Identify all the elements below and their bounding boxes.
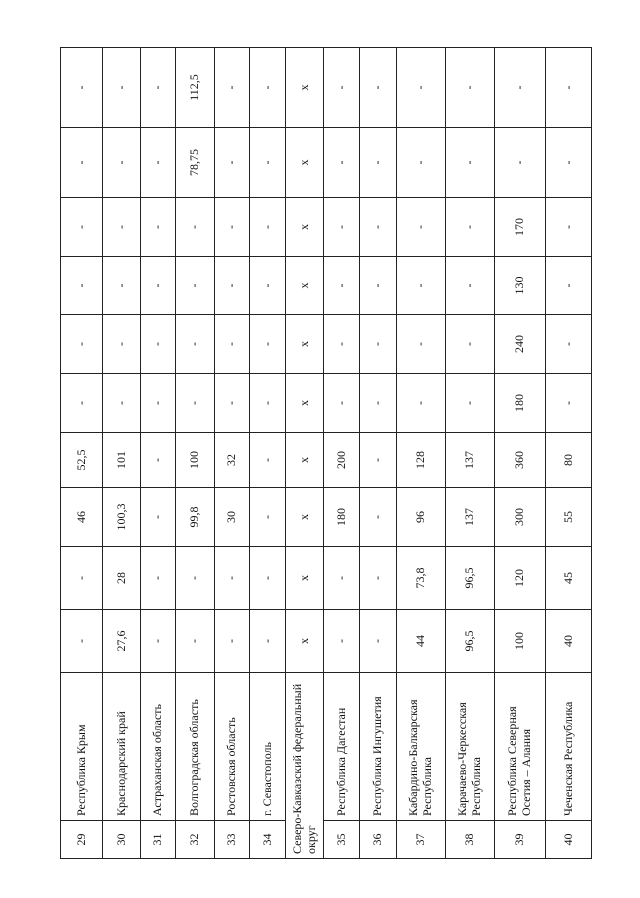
region-name: г. Севастополь [250, 673, 286, 821]
value-cell: - [61, 198, 103, 257]
row-number: 33 [215, 821, 250, 859]
value-cell: 27,6 [103, 610, 141, 673]
value-cell: - [176, 547, 215, 610]
value-cell: x [286, 257, 324, 315]
value-cell: - [103, 315, 141, 374]
value-cell: 73,8 [397, 547, 446, 610]
value-cell: - [360, 547, 397, 610]
value-cell: - [215, 610, 250, 673]
value-cell: 180 [324, 488, 360, 547]
data-table [60, 47, 592, 859]
value-cell: - [141, 315, 176, 374]
table-row [446, 48, 495, 859]
value-cell: - [141, 257, 176, 315]
value-cell: - [61, 128, 103, 198]
value-cell: - [324, 128, 360, 198]
region-name: Кабардино-Балкарская Республика [397, 673, 446, 821]
value-cell: - [446, 315, 495, 374]
value-cell: - [546, 198, 592, 257]
value-cell: 170 [495, 198, 546, 257]
row-number: 37 [397, 821, 446, 859]
value-cell: - [495, 128, 546, 198]
table-row [103, 48, 141, 859]
value-cell: - [215, 315, 250, 374]
region-name: Карачаево-Черкесская Республика [446, 673, 495, 821]
value-cell: 80 [546, 433, 592, 488]
value-cell: - [397, 257, 446, 315]
region-name: Краснодарский край [103, 673, 141, 821]
value-cell: - [141, 547, 176, 610]
value-cell: - [324, 315, 360, 374]
district-name: Северо-Кавказский федеральный округ [286, 673, 324, 859]
region-name: Республика Крым [61, 673, 103, 821]
value-cell: - [446, 48, 495, 128]
value-cell: - [176, 198, 215, 257]
row-number: 36 [360, 821, 397, 859]
row-number: 38 [446, 821, 495, 859]
value-cell: - [495, 48, 546, 128]
row-number: 39 [495, 821, 546, 859]
value-cell: - [141, 488, 176, 547]
value-cell: - [324, 48, 360, 128]
value-cell: - [176, 257, 215, 315]
value-cell: - [250, 128, 286, 198]
value-cell: x [286, 315, 324, 374]
table-row [176, 48, 215, 859]
value-cell: - [215, 374, 250, 433]
value-cell: - [215, 257, 250, 315]
region-name: Республика Дагестан [324, 673, 360, 821]
table-row [397, 48, 446, 859]
value-cell: - [446, 128, 495, 198]
region-name: Республика Ингушетия [360, 673, 397, 821]
value-cell: - [215, 547, 250, 610]
value-cell: - [141, 198, 176, 257]
value-cell: - [360, 257, 397, 315]
value-cell: - [397, 128, 446, 198]
value-cell: - [360, 128, 397, 198]
rotated-table-frame [60, 48, 591, 859]
value-cell: - [215, 198, 250, 257]
row-number: 40 [546, 821, 592, 859]
value-cell: 180 [495, 374, 546, 433]
value-cell: - [397, 198, 446, 257]
value-cell: - [61, 315, 103, 374]
table-row [141, 48, 176, 859]
value-cell: 30 [215, 488, 250, 547]
value-cell: - [103, 374, 141, 433]
value-cell: 360 [495, 433, 546, 488]
value-cell: - [360, 433, 397, 488]
table-row [324, 48, 360, 859]
row-number: 31 [141, 821, 176, 859]
value-cell: 96,5 [446, 610, 495, 673]
table-row [360, 48, 397, 859]
value-cell: x [286, 433, 324, 488]
value-cell: - [103, 257, 141, 315]
value-cell: 46 [61, 488, 103, 547]
value-cell: 100,3 [103, 488, 141, 547]
value-cell: 96,5 [446, 547, 495, 610]
region-name: Астраханская область [141, 673, 176, 821]
value-cell: - [176, 610, 215, 673]
value-cell: 96 [397, 488, 446, 547]
value-cell: 99,8 [176, 488, 215, 547]
value-cell: 45 [546, 547, 592, 610]
value-cell: 120 [495, 547, 546, 610]
value-cell: - [250, 198, 286, 257]
table-row [61, 48, 103, 859]
table-row [546, 48, 592, 859]
value-cell: 44 [397, 610, 446, 673]
region-name: Республика Северная Осетия – Алания [495, 673, 546, 821]
row-number: 29 [61, 821, 103, 859]
value-cell: - [61, 547, 103, 610]
value-cell: 128 [397, 433, 446, 488]
value-cell: 200 [324, 433, 360, 488]
value-cell: - [103, 198, 141, 257]
value-cell: - [546, 128, 592, 198]
value-cell: - [250, 48, 286, 128]
value-cell: 55 [546, 488, 592, 547]
value-cell: - [360, 198, 397, 257]
value-cell: - [546, 374, 592, 433]
region-name: Волгоградская область [176, 673, 215, 821]
value-cell: - [176, 315, 215, 374]
value-cell: - [446, 257, 495, 315]
value-cell: - [103, 128, 141, 198]
row-number: 34 [250, 821, 286, 859]
value-cell: - [397, 48, 446, 128]
value-cell: - [141, 610, 176, 673]
value-cell: - [61, 257, 103, 315]
value-cell: 137 [446, 433, 495, 488]
value-cell: - [324, 547, 360, 610]
value-cell: 100 [495, 610, 546, 673]
row-number: 30 [103, 821, 141, 859]
value-cell: 78,75 [176, 128, 215, 198]
value-cell: 240 [495, 315, 546, 374]
value-cell: x [286, 374, 324, 433]
value-cell: - [324, 374, 360, 433]
value-cell: - [546, 48, 592, 128]
value-cell: - [360, 374, 397, 433]
region-name: Чеченская Республика [546, 673, 592, 821]
value-cell: - [141, 128, 176, 198]
value-cell: - [324, 198, 360, 257]
value-cell: 100 [176, 433, 215, 488]
value-cell: - [141, 433, 176, 488]
value-cell: x [286, 547, 324, 610]
region-name: Ростовская область [215, 673, 250, 821]
table-row-district [286, 48, 324, 859]
value-cell: - [141, 374, 176, 433]
table-container [60, 48, 591, 859]
value-cell: 101 [103, 433, 141, 488]
value-cell: - [61, 610, 103, 673]
value-cell: - [215, 48, 250, 128]
value-cell: x [286, 128, 324, 198]
value-cell: - [250, 257, 286, 315]
value-cell: - [103, 48, 141, 128]
value-cell: x [286, 198, 324, 257]
value-cell: - [360, 610, 397, 673]
value-cell: - [360, 48, 397, 128]
value-cell: x [286, 48, 324, 128]
value-cell: - [446, 374, 495, 433]
row-number: 35 [324, 821, 360, 859]
value-cell: - [397, 374, 446, 433]
value-cell: - [360, 315, 397, 374]
value-cell: - [141, 48, 176, 128]
value-cell: - [215, 128, 250, 198]
value-cell: - [61, 374, 103, 433]
value-cell: - [324, 610, 360, 673]
value-cell: - [250, 547, 286, 610]
value-cell: 137 [446, 488, 495, 547]
value-cell: - [176, 374, 215, 433]
value-cell: 130 [495, 257, 546, 315]
value-cell: 300 [495, 488, 546, 547]
value-cell: 112,5 [176, 48, 215, 128]
row-number: 32 [176, 821, 215, 859]
value-cell: - [250, 374, 286, 433]
table-row [495, 48, 546, 859]
value-cell: - [324, 257, 360, 315]
value-cell: - [446, 198, 495, 257]
value-cell: - [250, 488, 286, 547]
table-row [215, 48, 250, 859]
value-cell: - [546, 315, 592, 374]
value-cell: 28 [103, 547, 141, 610]
value-cell: 40 [546, 610, 592, 673]
value-cell: - [397, 315, 446, 374]
value-cell: - [250, 610, 286, 673]
value-cell: x [286, 488, 324, 547]
value-cell: - [250, 315, 286, 374]
value-cell: - [250, 433, 286, 488]
value-cell: 52,5 [61, 433, 103, 488]
value-cell: 32 [215, 433, 250, 488]
value-cell: x [286, 610, 324, 673]
value-cell: - [360, 488, 397, 547]
value-cell: - [61, 48, 103, 128]
value-cell: - [546, 257, 592, 315]
table-row [250, 48, 286, 859]
